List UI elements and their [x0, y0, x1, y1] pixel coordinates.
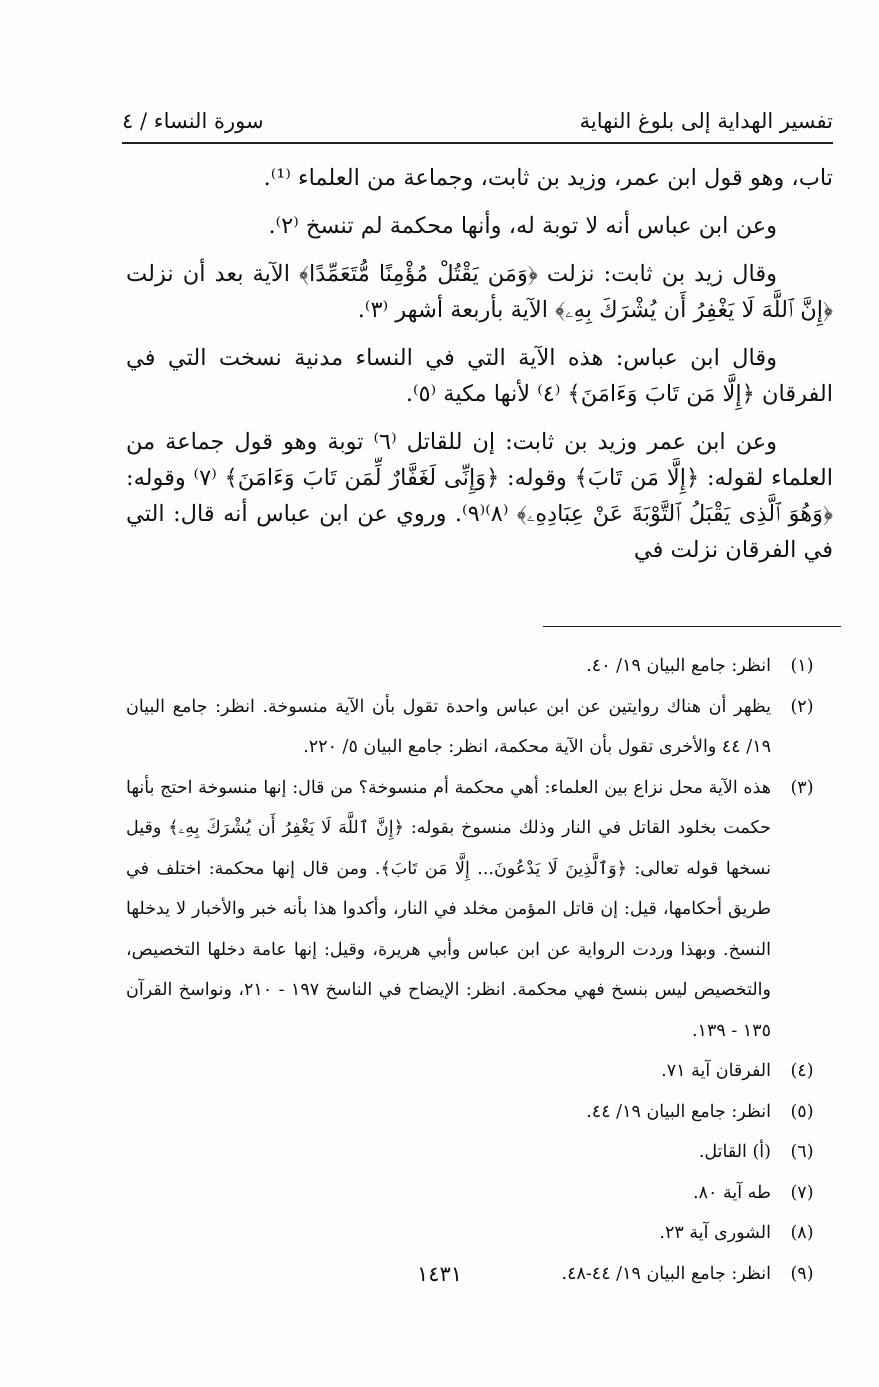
- paragraph: وقال ابن عباس: هذه الآية التي في النساء مدنية نسخت التي في الفرقان ﴿إِلَّا مَن تَابَ وَءَامَنَ﴾ ⁽٤⁾ لأنها مكية ⁽٥⁾.: [126, 345, 833, 407]
- footnote-number: (١): [790, 656, 814, 676]
- footnote-number: (٨): [790, 1223, 814, 1243]
- footnote: [126, 1132, 833, 1173]
- page-number: ١٤٣١: [416, 1262, 463, 1286]
- paragraph: وعن ابن عمر وزيد بن ثابت: إن للقاتل ⁽٦⁾ توبة وهو قول جماعة من العلماء لقوله: ﴿إِلَّا مَن تَابَ﴾ وقوله: ﴿وَإِنِّى لَغَفَّارٌ لِّمَن تَابَ وَءَامَنَ﴾ ⁽٧⁾ وقوله: ﴿وَهُوَ ٱلَّذِى يَقْبَلُ ٱلتَّوْبَةَ عَنْ عِبَادِهِۦ﴾ ⁽٨⁾⁽٩⁾. وروي عن ابن عباس أنه قال: التي في الفرقان نزلت في: [126, 429, 834, 563]
- book-title: تفسير الهداية إلى بلوغ النهاية: [579, 109, 833, 133]
- footnote: [126, 1051, 833, 1092]
- footnote-number: (٩): [790, 1263, 814, 1284]
- footnote-text: انظر: جامع البيان ١٩/ ٤٤.: [586, 1101, 771, 1122]
- footnote-text: الفرقان آية ٧١.: [661, 1061, 771, 1081]
- footnote: [126, 687, 833, 768]
- footnote: [126, 1092, 833, 1133]
- footnote-number: (٢): [790, 696, 814, 717]
- footnote: [126, 1173, 833, 1214]
- footnote-number: (٧): [790, 1182, 814, 1203]
- footnote-number: (٥): [790, 1101, 814, 1122]
- footnote-text: يظهر أن هناك روايتين عن ابن عباس واحدة تقول بأن الآية منسوخة. انظر: جامع البيان ١٩/ ٤٤ والأخرى تقول بأن الآية محكمة، انظر: جامع البيان ٥/ ٢٢٠.: [126, 696, 771, 757]
- footnote-text: (أ) القاتل.: [698, 1142, 771, 1162]
- footnote-number: (٣): [790, 777, 814, 798]
- footnote-text: الشورى آية ٢٣.: [659, 1223, 771, 1243]
- footnotes: [126, 646, 833, 1294]
- footnote-number: (٤): [790, 1061, 814, 1081]
- header-divider: [122, 142, 833, 144]
- paragraph: تاب، وهو قول ابن عمر، وزيد بن ثابت، وجماعة من العلماء ⁽¹⁾.: [263, 165, 833, 191]
- main-text: [126, 160, 833, 580]
- surah-info: سورة النساء / ٤: [122, 109, 264, 133]
- footnote-text: انظر: جامع البيان ١٩/ ٤٠.: [586, 656, 771, 676]
- footnote-number: (٦): [790, 1142, 814, 1162]
- footnote: [126, 768, 833, 1052]
- footnote-divider: [543, 626, 841, 627]
- footnote: [126, 646, 833, 687]
- running-header: [122, 102, 833, 140]
- paragraph: وعن ابن عباس أنه لا توبة له، وأنها محكمة لم تنسخ ⁽٢⁾.: [268, 213, 777, 239]
- footnote-text: هذه الآية محل نزاع بين العلماء: أهي محكمة أم منسوخة؟ من قال: إنها منسوخة احتج بأنها حكمت بخلود القاتل في النار وذلك منسوخ بقوله: ﴿إِنَّ ٱللَّهَ لَا يَغْفِرُ أَن يُشْرَكَ بِهِۦ﴾ وقيل نسخها قوله تعالى: ﴿وَٱلَّذِينَ لَا يَدْعُونَ... إِلَّا مَن تَابَ﴾. ومن قال إنها محكمة: اختلف في طريق أحكامها، قيل: إن قاتل المؤمن مخلد في النار، وأكدوا هذا بأنه خبر والأخبار لا يدخلها النسخ. وبهذا وردت الرواية عن ابن عباس وأبي هريرة، وقيل: إنها عامة دخلها التخصيص، والتخصيص ليس بنسخ فهي محكمة. انظر: الإيضاح في الناسخ ١٩٧ - ٢١٠، ونواسخ القرآن ١٣٥ - ١٣٩.: [126, 777, 771, 1041]
- footnote-text: طه آية ٨٠.: [693, 1182, 771, 1203]
- paragraph: وقال زيد بن ثابت: نزلت ﴿وَمَن يَقْتُلْ مُؤْمِنًا مُّتَعَمِّدًا﴾ الآية بعد أن نزلت ﴿إِنَّ ٱللَّهَ لَا يَغْفِرُ أَن يُشْرَكَ بِهِۦ﴾ الآية بأربعة أشهر ⁽٣⁾.: [126, 261, 833, 323]
- footnote: [126, 1213, 833, 1254]
- footnote-text: انظر: جامع البيان ١٩/ ٤٤-٤٨.: [561, 1263, 771, 1284]
